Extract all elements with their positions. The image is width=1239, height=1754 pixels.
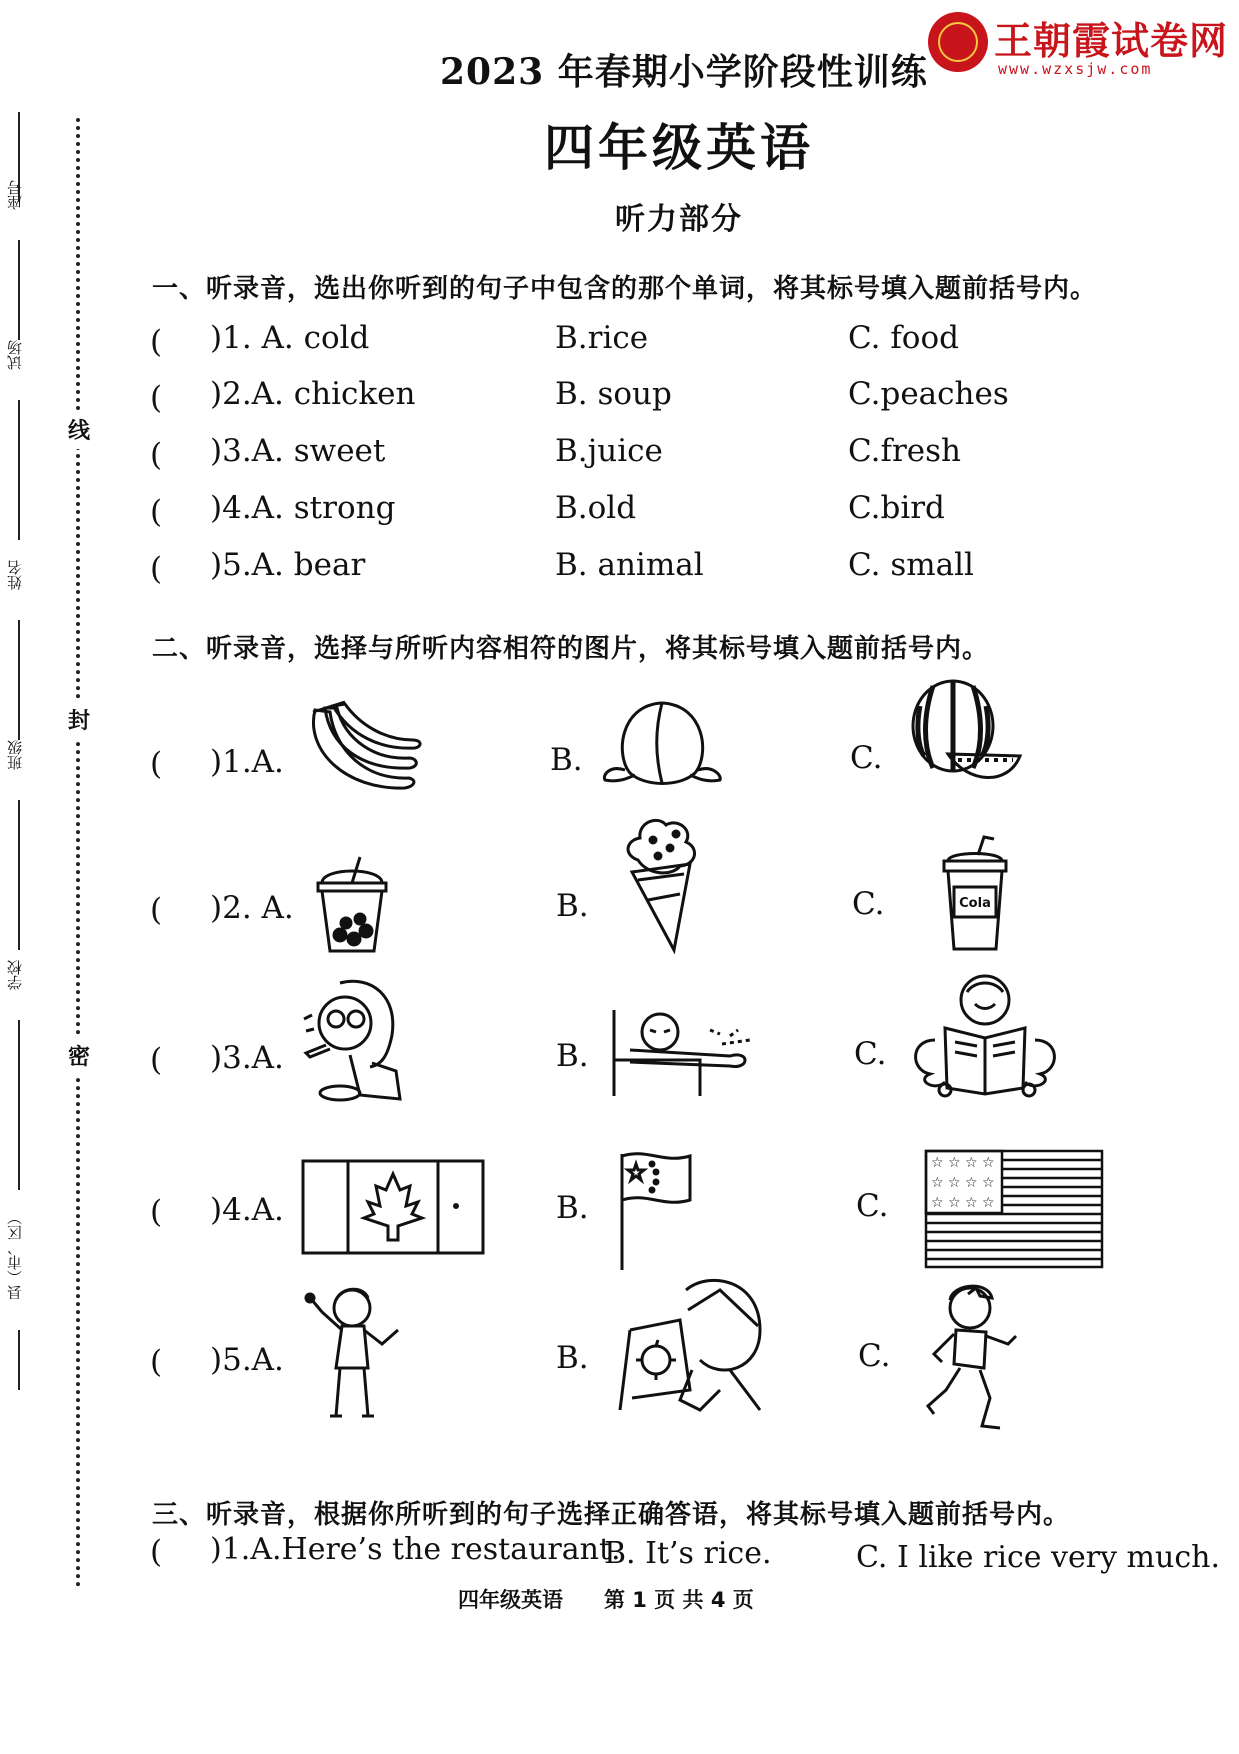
cola-label: Cola <box>959 896 991 911</box>
part3-heading: 三、听录音，根据你所听到的句子选择正确答语，将其标号填入题前括号内。 <box>152 1500 1071 1530</box>
part1-q3-c: C.fresh <box>848 433 961 469</box>
china-flag-icon <box>618 1152 693 1272</box>
part2-q1-c: C. <box>850 740 883 776</box>
bananas-icon <box>305 700 425 795</box>
answer-paren: ( <box>150 494 163 530</box>
part3-q1-a: )1.A.Here’s the restaurant. <box>210 1532 621 1567</box>
part2-q5-b: B. <box>556 1340 589 1376</box>
svg-text:☆ ☆ ☆ ☆: ☆ ☆ ☆ ☆ <box>931 1155 995 1171</box>
boy-running-icon <box>920 1280 1020 1435</box>
answer-paren: ( <box>150 1194 163 1230</box>
part2-q4-a: )4.A. <box>210 1192 284 1228</box>
part1-q2-a: )2.A. chicken <box>210 376 416 412</box>
margin-rule <box>18 620 20 740</box>
part2-q5-c: C. <box>858 1338 891 1374</box>
answer-paren: ( <box>150 1344 163 1380</box>
part1-q3-a: )3.A. sweet <box>210 433 386 469</box>
part1-q1-c: C. food <box>848 320 959 356</box>
part2-q1-b: B. <box>550 742 583 778</box>
part1-q2-c: C.peaches <box>848 376 1009 412</box>
margin-word-xian: 线 <box>68 410 90 449</box>
part3-q1-b: B. It’s rice. <box>604 1536 772 1571</box>
part1-q1-a: )1. A. cold <box>210 320 370 356</box>
label-class: 班级 <box>6 740 24 770</box>
part2-q2-b: B. <box>556 888 589 924</box>
answer-paren: ( <box>150 551 163 587</box>
part1-q5-b: B. animal <box>555 547 704 583</box>
answer-paren: ( <box>150 324 163 360</box>
footer-page: 第 1 页 共 4 页 <box>604 1588 754 1612</box>
label-county-district: 县（市、区） <box>6 1210 24 1300</box>
site-logo <box>928 10 1228 76</box>
answer-paren: ( <box>150 746 163 782</box>
boy-drawing-icon <box>610 1270 770 1420</box>
girl-reading-icon <box>905 970 1065 1100</box>
binding-dotted-line <box>76 118 80 1588</box>
part2-q3-b: B. <box>556 1038 589 1074</box>
watermelon-icon <box>908 676 1023 791</box>
part2-q4-c: C. <box>856 1188 889 1224</box>
peach-icon <box>600 695 725 790</box>
part1-q1-b: B.rice <box>555 320 649 356</box>
margin-rule <box>18 1020 20 1190</box>
label-school: 学校 <box>6 960 24 990</box>
margin-rule <box>18 800 20 950</box>
label-seat-number: 座号 <box>6 180 24 210</box>
part2-q2-c: C. <box>852 886 885 922</box>
boy-singing-icon <box>302 1282 402 1422</box>
part1-q4-b: B.old <box>555 490 637 526</box>
part2-q3-a: )3.A. <box>210 1040 284 1076</box>
label-name: 姓名 <box>6 560 24 590</box>
part2-q5-a: )5.A. <box>210 1342 284 1378</box>
footer-subject: 四年级英语 <box>458 1588 563 1612</box>
svg-text:☆ ☆ ☆ ☆: ☆ ☆ ☆ ☆ <box>931 1175 995 1191</box>
child-sleeping-icon <box>610 1000 760 1100</box>
answer-paren: ( <box>150 380 163 416</box>
exam-title: 2023 年春期小学阶段性训练 <box>440 51 928 93</box>
part1-q5-c: C. small <box>848 547 974 583</box>
margin-word-feng: 封 <box>68 700 90 739</box>
part2-q2-a: )2. A. <box>210 890 294 926</box>
logo-url: www.wzxsjw.com <box>998 60 1153 78</box>
part2-q3-c: C. <box>854 1036 887 1072</box>
section-listening: 听力部分 <box>615 202 743 237</box>
girl-eating-icon <box>300 975 405 1105</box>
part2-q4-b: B. <box>556 1190 589 1226</box>
cola-cup-icon <box>940 835 1010 953</box>
label-exam-room: 试场 <box>6 340 24 370</box>
part1-q4-c: C.bird <box>848 490 945 526</box>
answer-paren: ( <box>150 892 163 928</box>
part1-q4-a: )4.A. strong <box>210 490 396 526</box>
part3-q1-c: C. I like rice very much. <box>856 1540 1220 1575</box>
answer-paren: ( <box>150 1042 163 1078</box>
svg-text:☆ ☆ ☆ ☆: ☆ ☆ ☆ ☆ <box>931 1195 995 1211</box>
part1-q2-b: B. soup <box>555 376 672 412</box>
bubble-tea-icon <box>312 855 392 955</box>
part2-heading: 二、听录音，选择与所听内容相符的图片，将其标号填入题前括号内。 <box>152 634 990 664</box>
logo-name: 王朝霞试卷网 <box>994 19 1229 63</box>
part1-q5-a: )5.A. bear <box>210 547 366 583</box>
exam-subject: 四年级英语 <box>544 118 814 177</box>
ice-cream-icon <box>618 810 703 955</box>
answer-paren: ( <box>150 1534 163 1570</box>
part1-heading: 一、听录音，选出你听到的句子中包含的那个单词，将其标号填入题前括号内。 <box>152 274 1098 304</box>
logo-seal-icon <box>928 12 988 72</box>
answer-paren: ( <box>150 437 163 473</box>
margin-rule <box>18 400 20 540</box>
part1-q3-b: B.juice <box>555 433 663 469</box>
margin-rule <box>18 240 20 340</box>
margin-word-mi: 密 <box>68 1036 90 1075</box>
margin-rule <box>18 1330 20 1390</box>
canada-flag-icon <box>302 1160 484 1254</box>
part2-q1-a: )1.A. <box>210 744 284 780</box>
usa-flag-icon <box>925 1150 1103 1268</box>
